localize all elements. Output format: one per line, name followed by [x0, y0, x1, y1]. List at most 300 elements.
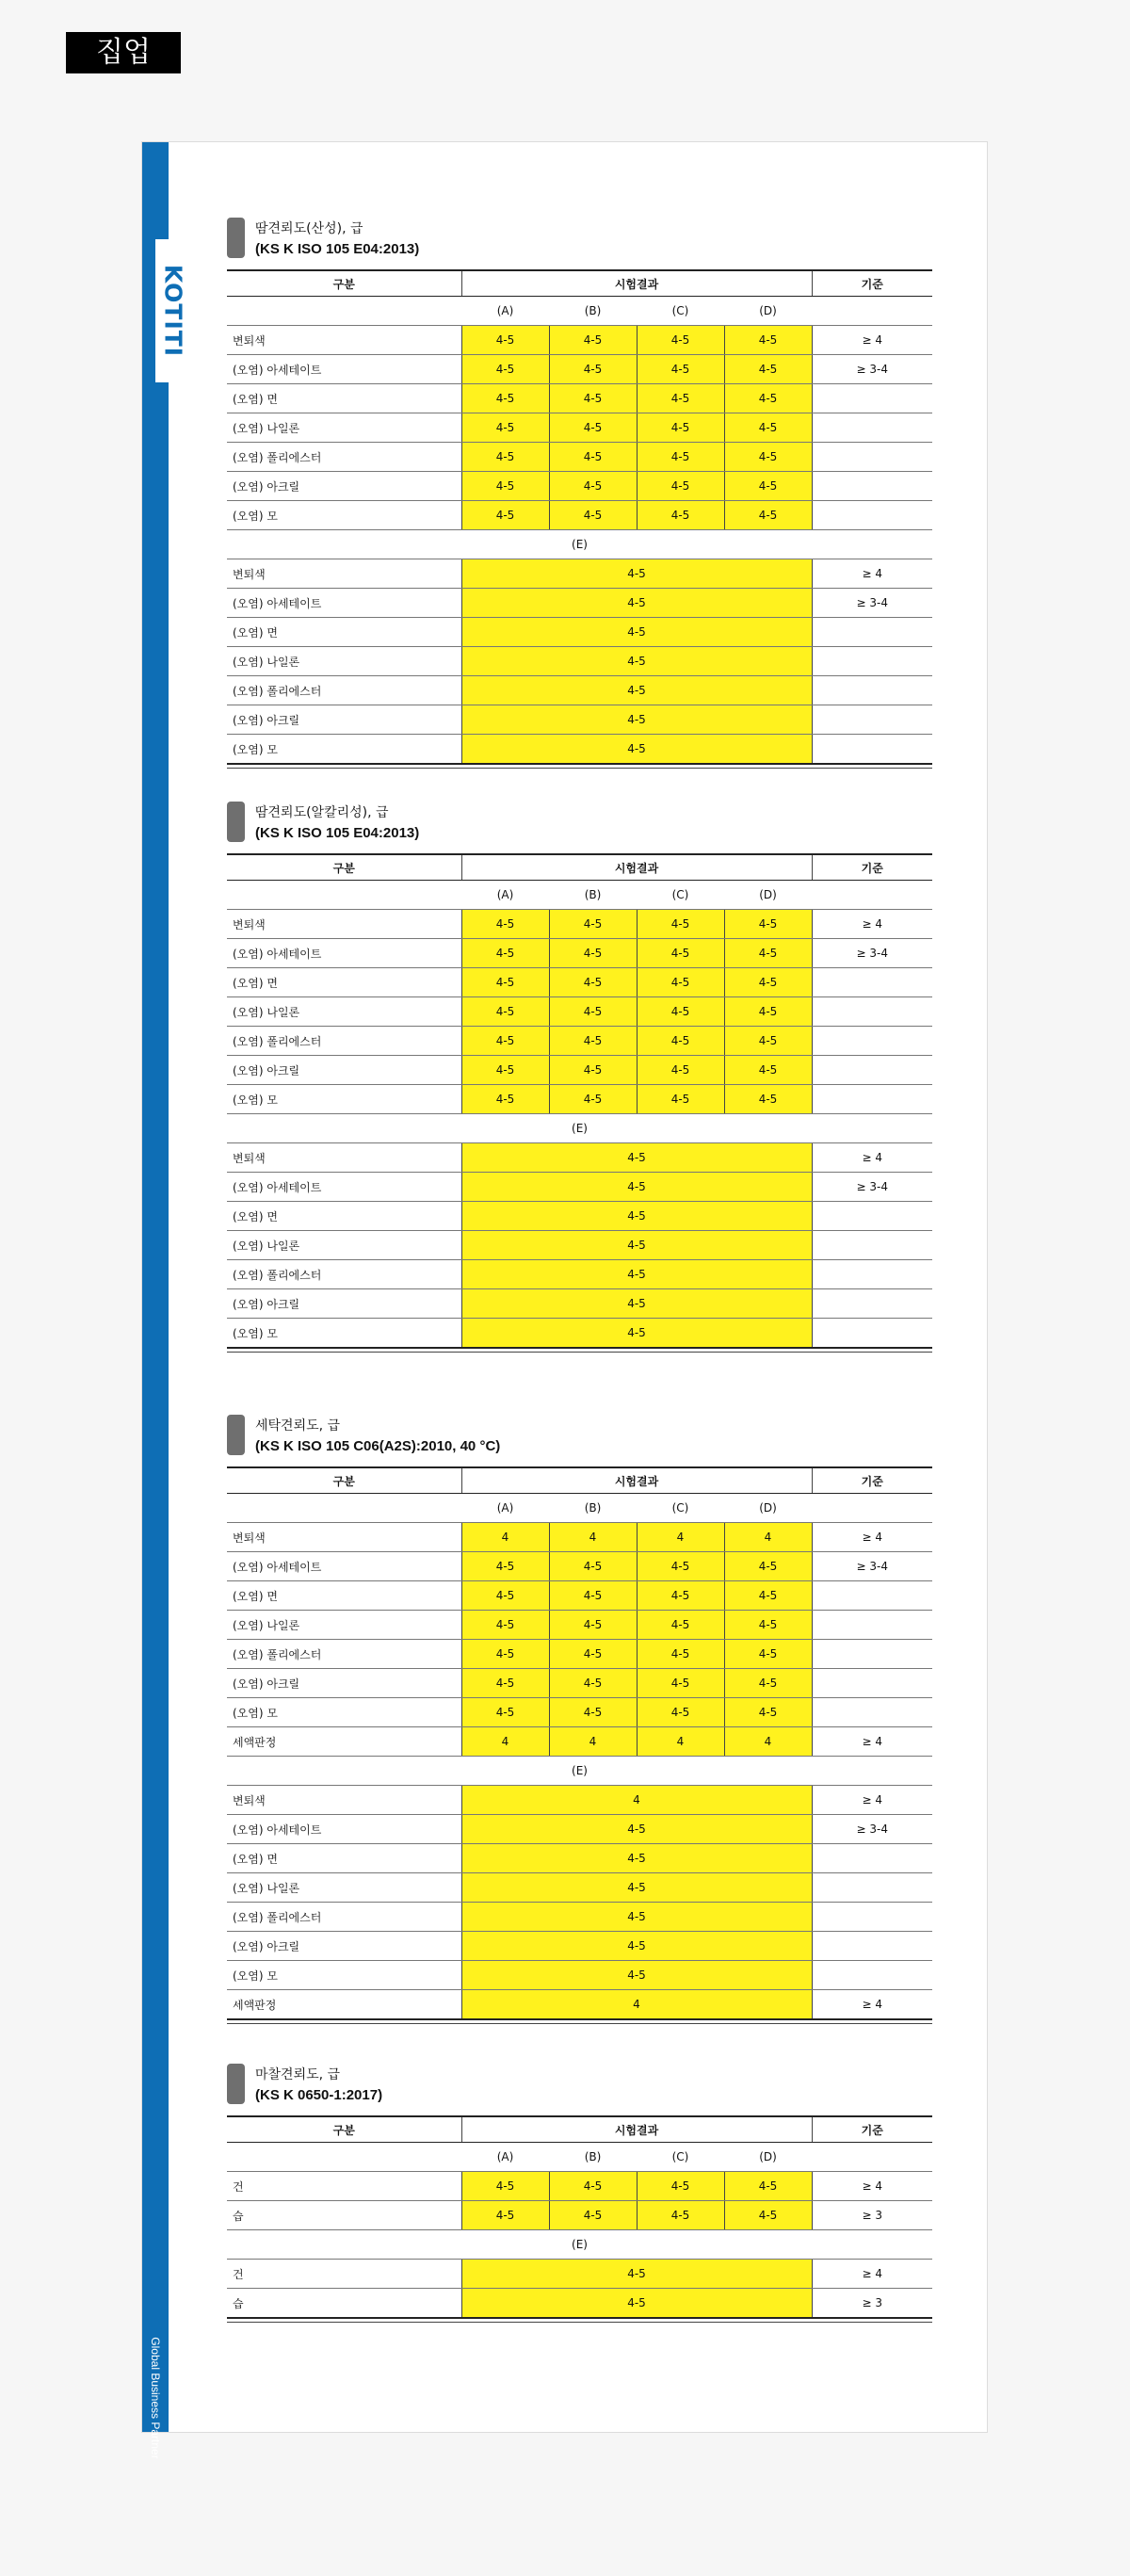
row-label: (오염) 면: [227, 1844, 461, 1873]
result-cell: 4: [724, 1727, 812, 1757]
category-header: 구분: [227, 1467, 461, 1494]
result-cell: 4-5: [549, 384, 637, 413]
result-cell: 4-5: [461, 2289, 812, 2319]
result-cell: 4-5: [461, 1903, 812, 1932]
table-row: [227, 2172, 932, 2201]
result-cell: 4-5: [724, 997, 812, 1027]
table-row: [227, 1027, 932, 1056]
result-cell: 4-5: [637, 968, 724, 997]
result-cell: 4: [461, 1786, 812, 1815]
result-cell: 4-5: [724, 2172, 812, 2201]
criterion-cell: [812, 1260, 932, 1289]
row-label: (오염) 나일론: [227, 413, 461, 443]
criterion-cell: [812, 647, 932, 676]
specimen-label: (B): [549, 297, 637, 326]
section-header: [227, 218, 932, 262]
result-cell: 4-5: [549, 472, 637, 501]
criterion-cell: ≥ 3: [812, 2289, 932, 2319]
result-cell: 4-5: [637, 1611, 724, 1640]
table-row: [227, 1523, 932, 1552]
section-standard: (KS K ISO 105 C06(A2S):2010, 40 °C): [255, 1438, 501, 1454]
section-marker: [227, 802, 245, 842]
section-title: 땀견뢰도(알칼리성), 급: [255, 805, 389, 820]
results-table: [227, 2115, 932, 2319]
section-marker: [227, 1415, 245, 1455]
table-row: [227, 735, 932, 765]
table-row: [227, 1990, 932, 2020]
criterion-cell: [812, 443, 932, 472]
test-section: [227, 802, 932, 1353]
result-cell: 4-5: [461, 1698, 549, 1727]
result-cell: 4: [549, 1727, 637, 1757]
result-cell: 4-5: [461, 735, 812, 765]
table-row: [227, 647, 932, 676]
result-cell: 4-5: [461, 1844, 812, 1873]
result-cell: 4: [461, 1523, 549, 1552]
section-title: 땀견뢰도(산성), 급: [255, 221, 363, 236]
result-cell: 4-5: [637, 2172, 724, 2201]
result-cell: 4-5: [461, 1581, 549, 1611]
criterion-cell: ≥ 3-4: [812, 1552, 932, 1581]
criterion-cell: [812, 1085, 932, 1114]
result-cell: 4-5: [724, 384, 812, 413]
result-cell: 4-5: [637, 1552, 724, 1581]
result-cell: 4-5: [724, 939, 812, 968]
table-row: [227, 1581, 932, 1611]
table-row: [227, 1903, 932, 1932]
criterion-cell: ≥ 4: [812, 1727, 932, 1757]
section-standard: (KS K ISO 105 E04:2013): [255, 241, 420, 257]
criterion-cell: [812, 1289, 932, 1319]
row-label: 습: [227, 2201, 461, 2230]
criterion-cell: ≥ 4: [812, 2172, 932, 2201]
result-cell: 4-5: [724, 1027, 812, 1056]
result-cell: 4-5: [461, 647, 812, 676]
criterion-cell: ≥ 4: [812, 1143, 932, 1173]
result-cell: 4-5: [461, 676, 812, 705]
criterion-cell: [812, 1669, 932, 1698]
row-label: (오염) 면: [227, 1202, 461, 1231]
report-sheet: [141, 141, 988, 2459]
result-cell: 4-5: [549, 413, 637, 443]
table-row: [227, 1961, 932, 1990]
result-cell: 4: [461, 1990, 812, 2020]
result-cell: 4-5: [461, 1027, 549, 1056]
row-label: (오염) 폴리에스터: [227, 1027, 461, 1056]
result-cell: 4-5: [637, 501, 724, 530]
specimen-e-row: [227, 1757, 932, 1786]
result-cell: 4-5: [637, 1698, 724, 1727]
result-cell: 4-5: [461, 997, 549, 1027]
result-cell: 4-5: [724, 2201, 812, 2230]
result-cell: 4-5: [637, 472, 724, 501]
row-label: (오염) 나일론: [227, 1873, 461, 1903]
criterion-cell: [812, 472, 932, 501]
result-cell: 4-5: [549, 910, 637, 939]
row-label: 습: [227, 2289, 461, 2319]
page-title: 집업: [66, 32, 181, 73]
criterion-cell: ≥ 4: [812, 559, 932, 589]
table-row: [227, 384, 932, 413]
result-cell: 4-5: [549, 1085, 637, 1114]
specimen-label: (D): [724, 1494, 812, 1523]
criterion-cell: ≥ 3-4: [812, 1815, 932, 1844]
result-cell: 4-5: [461, 1231, 812, 1260]
row-label: (오염) 모: [227, 735, 461, 765]
table-row: [227, 1085, 932, 1114]
row-label: (오염) 폴리에스터: [227, 1640, 461, 1669]
brand-tagline: Global Business Partner: [149, 2337, 162, 2459]
result-cell: 4-5: [549, 443, 637, 472]
criterion-cell: [812, 735, 932, 765]
result-cell: 4-5: [724, 472, 812, 501]
section-end-rule: [227, 2023, 932, 2024]
category-header: 구분: [227, 270, 461, 297]
result-cell: 4-5: [461, 1640, 549, 1669]
result-cell: 4-5: [724, 355, 812, 384]
specimen-label: (A): [461, 2143, 549, 2172]
row-label: (오염) 나일론: [227, 647, 461, 676]
row-label: 세액판정: [227, 1727, 461, 1757]
row-label: (오염) 폴리에스터: [227, 443, 461, 472]
table-row: [227, 413, 932, 443]
criterion-cell: [812, 1844, 932, 1873]
row-label: (오염) 아세테이트: [227, 1552, 461, 1581]
criterion-cell: ≥ 4: [812, 2260, 932, 2289]
result-cell: 4: [724, 1523, 812, 1552]
category-header: 구분: [227, 2116, 461, 2143]
result-cell: 4-5: [637, 1640, 724, 1669]
result-cell: 4-5: [461, 1611, 549, 1640]
criterion-cell: [812, 413, 932, 443]
criterion-header: 기준: [812, 270, 932, 297]
criterion-cell: [812, 1873, 932, 1903]
row-label: (오염) 아세테이트: [227, 589, 461, 618]
table-row: [227, 1844, 932, 1873]
criterion-cell: ≥ 4: [812, 326, 932, 355]
results-table: [227, 269, 932, 765]
result-cell: 4-5: [637, 997, 724, 1027]
criterion-cell: [812, 705, 932, 735]
result-cell: 4: [637, 1523, 724, 1552]
criterion-cell: [812, 501, 932, 530]
result-cell: 4-5: [724, 1085, 812, 1114]
result-cell: 4-5: [461, 443, 549, 472]
result-cell: 4-5: [461, 1085, 549, 1114]
table-row: [227, 1552, 932, 1581]
section-end-rule: [227, 2322, 932, 2323]
row-label: (오염) 폴리에스터: [227, 1260, 461, 1289]
result-cell: 4-5: [549, 501, 637, 530]
table-row: [227, 443, 932, 472]
row-label: (오염) 나일론: [227, 1231, 461, 1260]
row-label: (오염) 모: [227, 1698, 461, 1727]
result-cell: 4-5: [549, 326, 637, 355]
specimen-label: (C): [637, 297, 724, 326]
row-label: (오염) 아크릴: [227, 1932, 461, 1961]
specimen-e-row: [227, 1114, 932, 1143]
criterion-cell: [812, 997, 932, 1027]
table-row: [227, 501, 932, 530]
result-cell: 4-5: [724, 1552, 812, 1581]
section-header: [227, 1415, 932, 1459]
row-label: (오염) 나일론: [227, 997, 461, 1027]
result-cell: 4-5: [461, 1260, 812, 1289]
section-marker: [227, 2064, 245, 2104]
results-header: 시험결과: [461, 270, 812, 297]
row-label: (오염) 면: [227, 384, 461, 413]
specimen-label: (B): [549, 881, 637, 910]
row-label: (오염) 면: [227, 968, 461, 997]
result-cell: 4-5: [637, 2201, 724, 2230]
row-label: 세액판정: [227, 1990, 461, 2020]
result-cell: 4-5: [461, 1173, 812, 1202]
table-row: [227, 1786, 932, 1815]
row-label: (오염) 모: [227, 1961, 461, 1990]
table-row: [227, 1056, 932, 1085]
criterion-cell: ≥ 3-4: [812, 589, 932, 618]
result-cell: 4-5: [724, 443, 812, 472]
result-cell: 4-5: [549, 1698, 637, 1727]
row-label: (오염) 아크릴: [227, 472, 461, 501]
kotiti-logo: KOTITI: [159, 264, 187, 358]
result-cell: 4-5: [724, 326, 812, 355]
table-header-row: [227, 1467, 932, 1494]
row-label: 변퇴색: [227, 1523, 461, 1552]
test-section: [227, 1415, 932, 2024]
criterion-cell: ≥ 3-4: [812, 355, 932, 384]
table-row: [227, 1202, 932, 1231]
result-cell: 4-5: [461, 1815, 812, 1844]
result-cell: 4-5: [461, 1319, 812, 1349]
specimen-label: (E): [227, 2230, 932, 2260]
table-row: [227, 1173, 932, 1202]
result-cell: 4-5: [461, 384, 549, 413]
table-row: [227, 1932, 932, 1961]
table-row: [227, 2201, 932, 2230]
row-label: 변퇴색: [227, 1143, 461, 1173]
criterion-header: 기준: [812, 1467, 932, 1494]
specimen-label: (B): [549, 1494, 637, 1523]
table-row: [227, 1669, 932, 1698]
result-cell: 4-5: [461, 1143, 812, 1173]
table-row: [227, 968, 932, 997]
result-cell: 4-5: [549, 1056, 637, 1085]
table-row: [227, 2289, 932, 2319]
result-cell: 4-5: [461, 472, 549, 501]
criterion-cell: ≥ 4: [812, 1990, 932, 2020]
table-row: [227, 618, 932, 647]
result-cell: 4-5: [461, 559, 812, 589]
result-cell: 4-5: [549, 2201, 637, 2230]
result-cell: 4-5: [724, 968, 812, 997]
row-label: (오염) 아크릴: [227, 1056, 461, 1085]
specimen-label: (E): [227, 1114, 932, 1143]
row-label: (오염) 면: [227, 1581, 461, 1611]
result-cell: 4-5: [549, 1552, 637, 1581]
specimen-row: [227, 297, 932, 326]
criterion-cell: ≥ 3: [812, 2201, 932, 2230]
specimen-label: (A): [461, 1494, 549, 1523]
result-cell: 4-5: [637, 1581, 724, 1611]
table-row: [227, 1611, 932, 1640]
specimen-label: (A): [461, 297, 549, 326]
row-label: (오염) 아세테이트: [227, 939, 461, 968]
table-row: [227, 326, 932, 355]
result-cell: 4-5: [549, 939, 637, 968]
result-cell: 4-5: [637, 910, 724, 939]
result-cell: 4-5: [461, 1873, 812, 1903]
table-row: [227, 1727, 932, 1757]
criterion-header: 기준: [812, 2116, 932, 2143]
specimen-label: (C): [637, 1494, 724, 1523]
criterion-cell: [812, 1581, 932, 1611]
result-cell: 4-5: [549, 1669, 637, 1698]
specimen-label: (D): [724, 881, 812, 910]
section-end-rule: [227, 1352, 932, 1353]
table-row: [227, 1319, 932, 1349]
row-label: (오염) 아크릴: [227, 1289, 461, 1319]
result-cell: 4-5: [461, 1552, 549, 1581]
results-table: [227, 853, 932, 1349]
result-cell: 4-5: [461, 968, 549, 997]
section-header: [227, 2064, 932, 2108]
table-header-row: [227, 2116, 932, 2143]
result-cell: 4-5: [461, 618, 812, 647]
table-row: [227, 1873, 932, 1903]
criterion-cell: [812, 1056, 932, 1085]
specimen-e-row: [227, 530, 932, 559]
result-cell: 4-5: [461, 501, 549, 530]
result-cell: 4-5: [724, 413, 812, 443]
result-cell: 4-5: [549, 1581, 637, 1611]
result-cell: 4-5: [549, 2172, 637, 2201]
result-cell: 4-5: [637, 1027, 724, 1056]
table-row: [227, 997, 932, 1027]
table-row: [227, 1143, 932, 1173]
specimen-label: (E): [227, 1757, 932, 1786]
row-label: (오염) 모: [227, 1085, 461, 1114]
result-cell: 4-5: [461, 1961, 812, 1990]
table-row: [227, 1698, 932, 1727]
criterion-cell: [812, 1202, 932, 1231]
criterion-cell: ≥ 4: [812, 1786, 932, 1815]
table-row: [227, 559, 932, 589]
specimen-row: [227, 1494, 932, 1523]
table-header-row: [227, 270, 932, 297]
table-row: [227, 939, 932, 968]
criterion-cell: ≥ 3-4: [812, 939, 932, 968]
criterion-cell: [812, 1903, 932, 1932]
row-label: (오염) 폴리에스터: [227, 1903, 461, 1932]
result-cell: 4-5: [724, 501, 812, 530]
result-cell: 4-5: [461, 2201, 549, 2230]
result-cell: 4-5: [549, 1027, 637, 1056]
result-cell: 4-5: [637, 1085, 724, 1114]
table-row: [227, 676, 932, 705]
result-cell: 4-5: [461, 1289, 812, 1319]
section-standard: (KS K ISO 105 E04:2013): [255, 825, 420, 841]
row-label: (오염) 아세테이트: [227, 355, 461, 384]
criterion-cell: [812, 384, 932, 413]
table-row: [227, 589, 932, 618]
criterion-cell: ≥ 4: [812, 910, 932, 939]
result-cell: 4-5: [461, 1056, 549, 1085]
row-label: 변퇴색: [227, 910, 461, 939]
category-header: 구분: [227, 854, 461, 881]
table-row: [227, 2260, 932, 2289]
table-header-row: [227, 854, 932, 881]
criterion-cell: [812, 1319, 932, 1349]
table-row: [227, 1815, 932, 1844]
result-cell: 4-5: [549, 1611, 637, 1640]
specimen-label: (C): [637, 2143, 724, 2172]
result-cell: 4-5: [637, 939, 724, 968]
row-label: 변퇴색: [227, 1786, 461, 1815]
row-label: 건: [227, 2260, 461, 2289]
result-cell: 4-5: [549, 997, 637, 1027]
row-label: (오염) 모: [227, 1319, 461, 1349]
row-label: (오염) 아크릴: [227, 1669, 461, 1698]
result-cell: 4-5: [637, 1669, 724, 1698]
section-marker: [227, 218, 245, 258]
section-title: 마찰견뢰도, 급: [255, 2067, 341, 2082]
specimen-label: (A): [461, 881, 549, 910]
table-row: [227, 1231, 932, 1260]
specimen-label: (C): [637, 881, 724, 910]
row-label: (오염) 모: [227, 501, 461, 530]
result-cell: 4-5: [461, 2260, 812, 2289]
result-cell: 4-5: [724, 1611, 812, 1640]
result-cell: 4-5: [724, 1056, 812, 1085]
criterion-cell: [812, 676, 932, 705]
criterion-cell: [812, 1611, 932, 1640]
result-cell: 4-5: [549, 968, 637, 997]
specimen-row: [227, 2143, 932, 2172]
section-title: 세탁견뢰도, 급: [255, 1418, 341, 1434]
table-row: [227, 910, 932, 939]
row-label: (오염) 아세테이트: [227, 1173, 461, 1202]
results-header: 시험결과: [461, 1467, 812, 1494]
result-cell: 4-5: [724, 910, 812, 939]
table-row: [227, 1260, 932, 1289]
result-cell: 4-5: [461, 1669, 549, 1698]
table-row: [227, 705, 932, 735]
section-header: [227, 802, 932, 846]
result-cell: 4-5: [637, 1056, 724, 1085]
result-cell: 4-5: [724, 1669, 812, 1698]
result-cell: 4-5: [549, 355, 637, 384]
criterion-cell: [812, 1961, 932, 1990]
result-cell: 4-5: [461, 355, 549, 384]
result-cell: 4: [637, 1727, 724, 1757]
result-cell: 4-5: [461, 939, 549, 968]
specimen-label: (D): [724, 2143, 812, 2172]
result-cell: 4-5: [637, 443, 724, 472]
test-section: [227, 218, 932, 769]
result-cell: 4-5: [549, 1640, 637, 1669]
criterion-cell: [812, 1231, 932, 1260]
row-label: 변퇴색: [227, 559, 461, 589]
row-label: (오염) 아크릴: [227, 705, 461, 735]
result-cell: 4-5: [461, 1202, 812, 1231]
result-cell: 4-5: [461, 589, 812, 618]
section-standard: (KS K 0650-1:2017): [255, 2087, 383, 2103]
results-table: [227, 1466, 932, 2020]
row-label: (오염) 아세테이트: [227, 1815, 461, 1844]
result-cell: 4-5: [461, 1932, 812, 1961]
specimen-row: [227, 881, 932, 910]
